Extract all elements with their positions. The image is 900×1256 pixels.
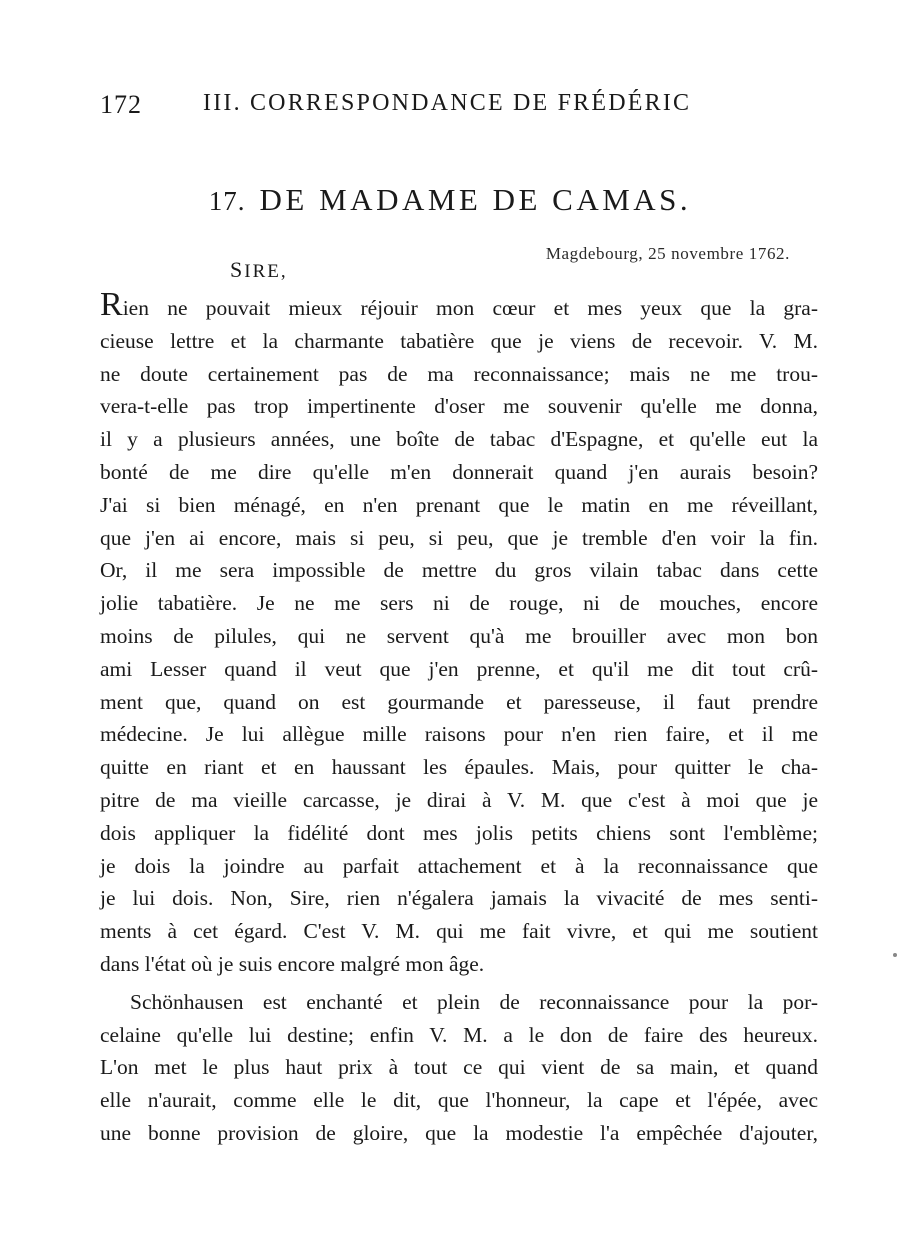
text-line: je dois la joindre au parfait attachement et à la reconnaissance que	[100, 853, 818, 878]
text-line: que j'en ai encore, mais si peu, si peu, que je tremble d'en voir la fin.	[100, 525, 818, 550]
text-line: elle n'aurait, comme elle le dit, que l'honneur, la cape et l'épée, avec	[100, 1088, 818, 1113]
paragraph-1	[100, 286, 818, 981]
text-line: Or, il me sera impossible de mettre du gros vilain tabac dans cette	[100, 558, 818, 583]
letter-number: 17.	[208, 186, 246, 216]
text-line: cieuse lettre et la charmante tabatière que je viens de recevoir. V. M.	[100, 328, 818, 353]
salutation-rest: IRE,	[244, 261, 288, 282]
text-line: jolie tabatière. Je ne me sers ni de rouge, ni de mouches, encore	[100, 591, 818, 616]
text-line: il y a plusieurs années, une boîte de tabac d'Espagne, et qu'elle eut la	[100, 427, 818, 452]
paragraph-2	[100, 986, 818, 1150]
text-line: Rien ne pouvait mieux réjouir mon cœur et mes yeux que la gra-	[100, 286, 818, 323]
text-line: ment que, quand on est gourmande et paresseuse, il faut prendre	[100, 689, 818, 714]
scan-speck	[893, 953, 897, 957]
text-line: moins de pilules, qui ne servent qu'à me brouiller avec mon bon	[100, 623, 818, 648]
text-line: dois appliquer la fidélité dont mes jolis petits chiens sont l'emblème;	[100, 820, 818, 845]
text-line: celaine qu'elle lui destine; enfin V. M. a le don de faire des heureux.	[100, 1022, 818, 1047]
text-line: J'ai si bien ménagé, en n'en prenant que le matin en me réveillant,	[100, 492, 818, 517]
text-line: ments à cet égard. C'est V. M. qui me fait vivre, et qui me soutient	[100, 919, 818, 944]
text-line: Schönhausen est enchanté et plein de reconnaissance pour la por-	[130, 989, 818, 1014]
text-line: je lui dois. Non, Sire, rien n'égalera jamais la vivacité de mes senti-	[100, 886, 818, 911]
dateline: Magdebourg, 25 novembre 1762.	[545, 244, 790, 263]
text-line: L'on met le plus haut prix à tout ce qui vient de sa main, et quand	[100, 1055, 818, 1080]
running-head: III. CORRESPONDANCE DE FRÉDÉRIC	[203, 90, 692, 116]
text-line: ne doute certainement pas de ma reconnaissance; mais ne me trou-	[100, 361, 818, 386]
text-line: dans l'état où je suis encore malgré mon âge.	[100, 951, 485, 976]
page-number: 172	[100, 90, 142, 119]
salutation	[230, 257, 288, 283]
page-header	[100, 90, 740, 124]
text-line: ami Lesser quand il veut que j'en prenne, et qu'il me dit tout crû-	[100, 656, 818, 681]
text-line: vera-t-elle pas trop impertinente d'oser me souvenir qu'elle me donna,	[100, 394, 818, 419]
letter-heading	[0, 182, 900, 218]
letter-title: DE MADAME DE CAMAS.	[259, 182, 692, 217]
text-line: une bonne provision de gloire, que la modestie l'a empêchée d'ajouter,	[100, 1120, 818, 1145]
text-line: quitte en riant et en haussant les épaules. Mais, pour quitter le cha-	[100, 755, 818, 780]
text-line: bonté de me dire qu'elle m'en donnerait quand j'en aurais besoin?	[100, 459, 818, 484]
salutation-initial: S	[230, 257, 245, 282]
drop-cap: R	[100, 286, 123, 323]
text-line: médecine. Je lui allègue mille raisons pour n'en rien faire, et il me	[100, 722, 818, 747]
letter-body	[100, 286, 818, 1150]
text-line: pitre de ma vieille carcasse, je dirai à V. M. que c'est à moi que je	[100, 787, 818, 812]
